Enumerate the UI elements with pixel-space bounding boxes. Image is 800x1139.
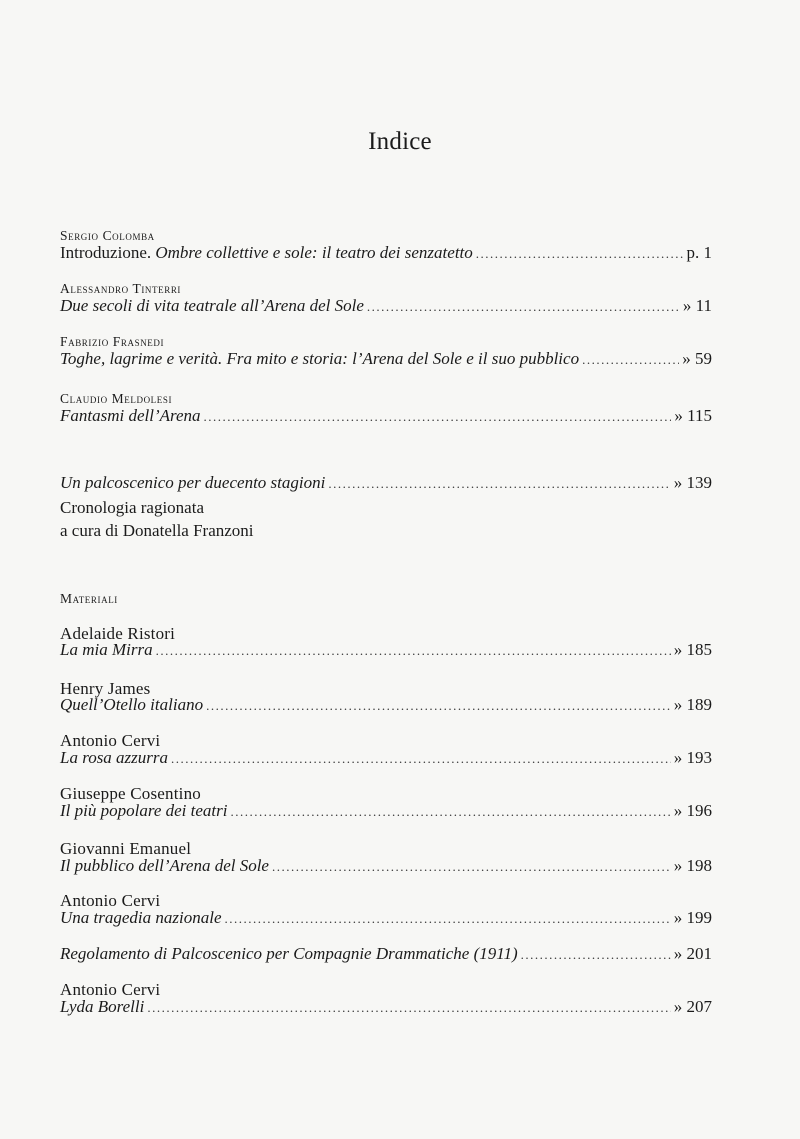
entry-page: p. 1 [686,243,712,262]
dot-leader [225,911,671,927]
entry-author: Sergio Colomba [60,228,155,243]
entry-title: Lyda Borelli [60,997,145,1016]
toc-entry[interactable] [60,944,712,964]
toc-entry[interactable] [60,801,712,821]
dot-leader [204,409,672,425]
entry-author: Fabrizio Frasnedi [60,334,165,349]
entry-title: Due secoli di vita teatrale all’Arena del Sole [60,296,364,315]
entry-prefix: Introduzione. [60,243,156,262]
toc-entry[interactable] [60,640,712,660]
dot-leader [367,299,680,315]
toc-entry[interactable] [60,349,712,369]
entry-title: Regolamento di Palcoscenico per Compagnie Drammatiche (1911) [60,944,518,963]
toc-entry[interactable] [60,695,712,715]
toc-entry[interactable] [60,296,712,316]
entry-page: » 11 [682,296,712,315]
entry-page: » 115 [674,406,712,425]
material-author: Antonio Cervi [60,731,161,750]
entry-page: » 207 [673,997,712,1016]
toc-entry[interactable] [60,856,712,876]
entry-title: Un palcoscenico per duecento stagioni [60,473,326,492]
entry-title: Quell’Otello italiano [60,695,204,714]
dot-leader [272,859,671,875]
entry-page: » 193 [673,748,712,767]
dot-leader [156,643,671,659]
page-title: Indice [368,128,432,155]
dot-leader [206,698,671,714]
entry-page: » 59 [682,349,712,368]
dot-leader [476,246,684,262]
toc-entry[interactable] [60,406,712,426]
dot-leader [328,476,670,492]
material-author: Giovanni Emanuel [60,839,192,858]
dot-leader [147,1000,670,1016]
entry-editor: a cura di Donatella Franzoni [60,521,254,540]
toc-entry[interactable] [60,473,712,493]
entry-page: » 201 [673,944,712,963]
material-author: Henry James [60,679,151,698]
toc-entry[interactable] [60,748,712,768]
dot-leader [582,352,679,368]
dot-leader [171,751,671,767]
entry-page: » 189 [673,695,712,714]
entry-page: » 196 [673,801,712,820]
material-author: Antonio Cervi [60,980,161,999]
entry-subtitle: Cronologia ragionata [60,498,204,517]
toc-entry[interactable] [60,243,712,263]
entry-page: » 198 [673,856,712,875]
entry-title: La mia Mirra [60,640,153,659]
dot-leader [230,804,670,820]
material-author: Adelaide Ristori [60,624,176,643]
entry-page: » 139 [673,473,712,492]
entry-page: » 199 [673,908,712,927]
material-author: Antonio Cervi [60,891,161,910]
entry-title: Fantasmi dell’Arena [60,406,201,425]
entry-title: Il pubblico dell’Arena del Sole [60,856,269,875]
entry-title: Ombre collettive e sole: il teatro dei senzatetto [155,243,473,262]
toc-entry[interactable] [60,908,712,928]
section-heading: Materiali [60,591,118,606]
toc-entry[interactable] [60,997,712,1017]
entry-title: Una tragedia nazionale [60,908,222,927]
dot-leader [521,947,671,963]
entry-page: » 185 [673,640,712,659]
entry-author: Alessandro Tinterri [60,281,182,296]
entry-title: Il più popolare dei teatri [60,801,228,820]
entry-author: Claudio Meldolesi [60,391,173,406]
entry-title: La rosa azzurra [60,748,169,767]
entry-title: Toghe, lagrime e verità. Fra mito e storia: l’Arena del Sole e il suo pubblico [60,349,580,368]
material-author: Giuseppe Cosentino [60,784,202,803]
